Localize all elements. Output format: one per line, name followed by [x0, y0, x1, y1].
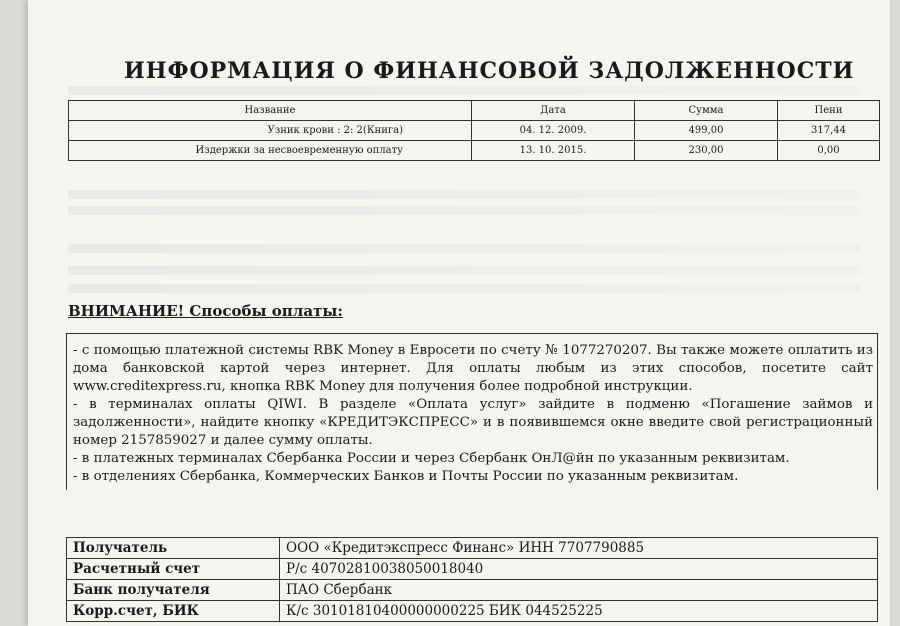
header-sum: Сумма	[635, 101, 778, 121]
bleed-through-line	[68, 86, 860, 95]
row-penalty: 0,00	[778, 141, 880, 161]
corr-account-value: К/с 30101810400000000225 БИК 044525225	[280, 601, 878, 622]
table-row	[67, 538, 878, 559]
debt-table	[68, 100, 880, 161]
recipient-label: Получатель	[67, 538, 280, 559]
row-sum: 499,00	[635, 121, 778, 141]
row-date: 04. 12. 2009.	[472, 121, 635, 141]
bleed-through-line	[68, 266, 860, 275]
table-row	[69, 141, 880, 161]
document-title: ИНФОРМАЦИЯ О ФИНАНСОВОЙ ЗАДОЛЖЕННОСТИ	[124, 58, 855, 84]
payment-method-rbk: - с помощью платежной системы RBK Money в Евросети по счету № 1077270207. Вы также можете оплатить из дома банковской картой через интернет. Для оплаты любым из этих способов, посетите сайт www.creditexpress.ru, кнопка RBK Money для получения более подробной инструкции.	[73, 343, 873, 394]
row-penalty: 317,44	[778, 121, 880, 141]
bank-value: ПАО Сбербанк	[280, 580, 878, 601]
document-page	[28, 0, 890, 626]
row-name: Узник крови : 2: 2(Книга)	[69, 121, 472, 141]
table-row	[67, 601, 878, 622]
payment-method-qiwi: - в терминалах оплаты QIWI. В разделе «Оплата услуг» зайдите в подменю «Погашение займов и задолженности», найдите кнопку «КРЕДИТЭКСПРЕСС» и в появившемся окне введите свой регистрационный номер 2157859027 и далее сумму оплаты.	[73, 397, 873, 448]
corr-account-label: Корр.счет, БИК	[67, 601, 280, 622]
table-row	[67, 559, 878, 580]
payment-methods-box	[66, 333, 878, 490]
header-name: Название	[69, 101, 472, 121]
debt-table-header	[69, 101, 880, 121]
payment-method-sberbank-terminals: - в платежных терминалах Сбербанка России и через Сбербанк ОнЛ@йн по указанным реквизитам.	[73, 451, 790, 466]
bank-details-table	[66, 537, 878, 622]
account-value: Р/с 40702810038050018040	[280, 559, 878, 580]
row-date: 13. 10. 2015.	[472, 141, 635, 161]
table-row	[67, 580, 878, 601]
row-name: Издержки за несвоевременную оплату	[69, 141, 472, 161]
bleed-through-line	[68, 244, 860, 253]
payment-method-bank-offices: - в отделениях Сбербанка, Коммерческих Банков и Почты России по указанным реквизитам.	[73, 469, 739, 484]
header-penalty: Пени	[778, 101, 880, 121]
bleed-through-line	[68, 190, 860, 199]
row-sum: 230,00	[635, 141, 778, 161]
account-label: Расчетный счет	[67, 559, 280, 580]
bank-label: Банк получателя	[67, 580, 280, 601]
bleed-through-line	[68, 284, 860, 293]
bleed-through-line	[68, 206, 860, 215]
recipient-value: ООО «Кредитэкспресс Финанс» ИНН 7707790885	[280, 538, 878, 559]
table-row	[69, 121, 880, 141]
header-date: Дата	[472, 101, 635, 121]
attention-heading: ВНИМАНИЕ! Способы оплаты:	[68, 302, 343, 320]
